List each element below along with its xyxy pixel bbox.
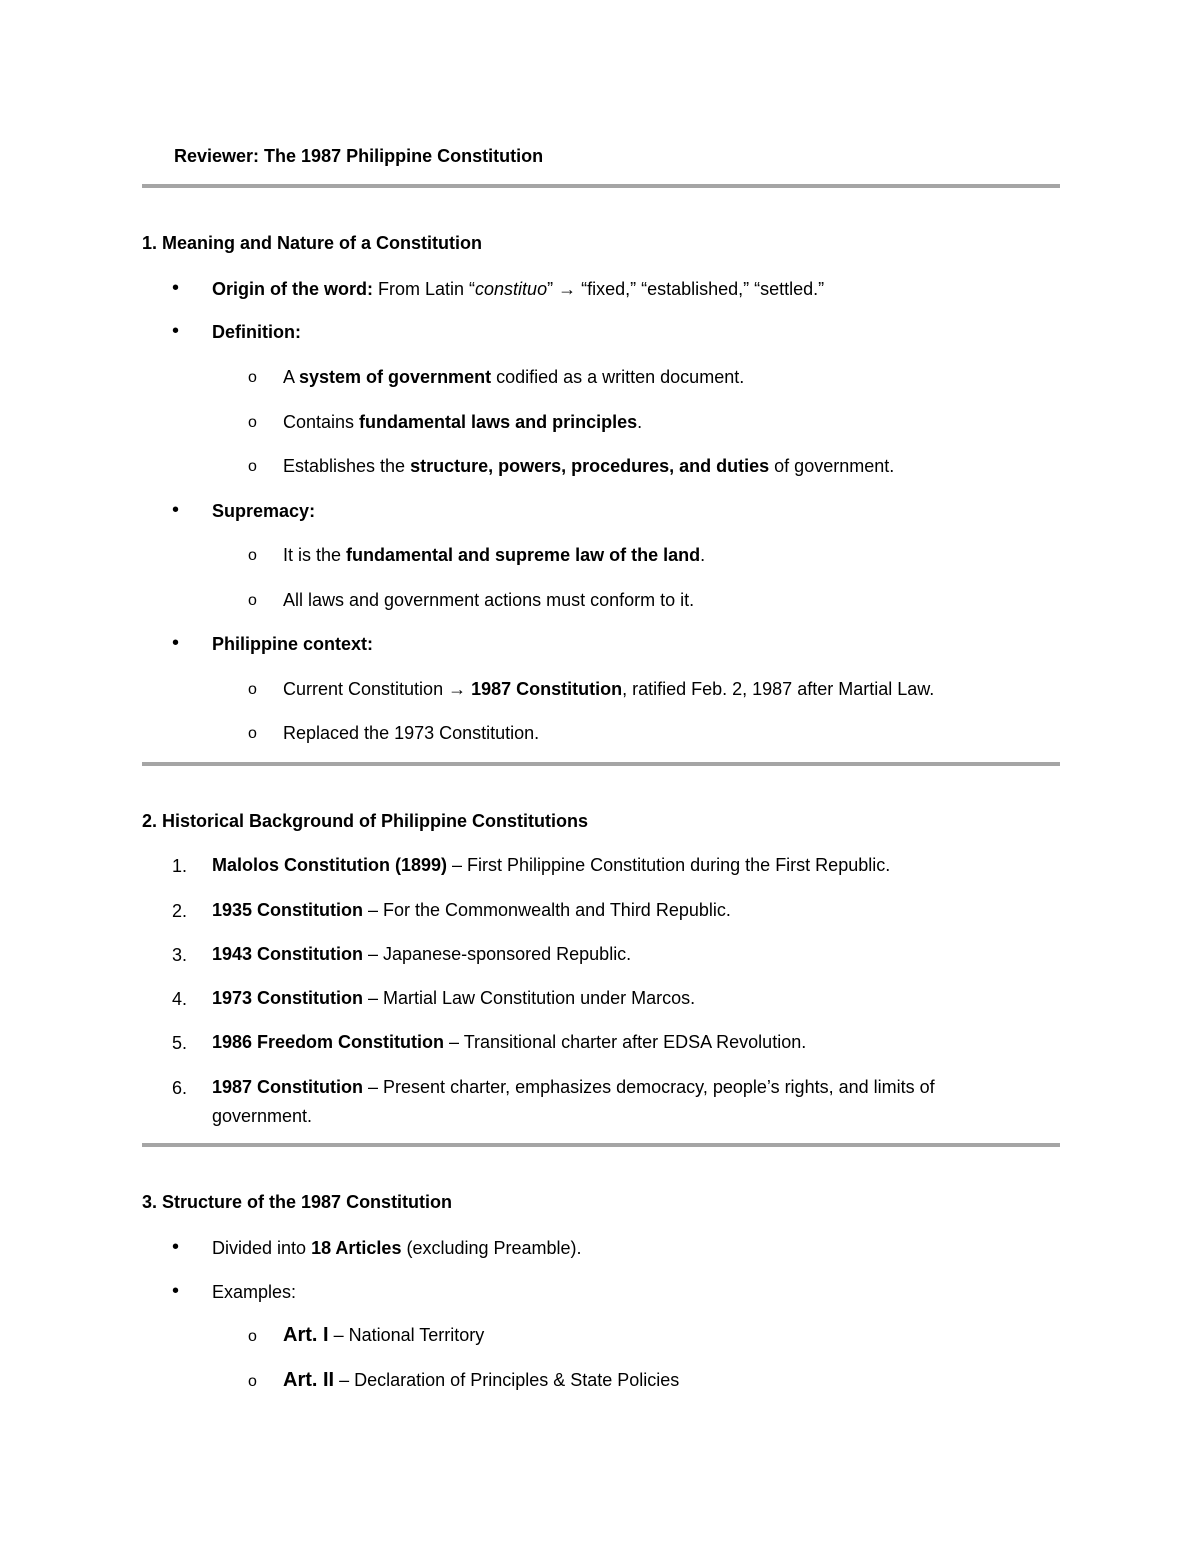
item-text: Contains [283, 412, 360, 432]
definition-line [212, 320, 301, 344]
item-emphasis: fundamental and supreme law of the land [346, 545, 701, 565]
supremacy-item: All laws and government actions must conform to it. [283, 590, 695, 610]
definition-item [283, 365, 744, 389]
definition-item [283, 454, 894, 478]
sub-bullet-icon: o [248, 458, 257, 475]
sub-bullet-icon: o [248, 681, 257, 698]
supremacy-label: Supremacy [212, 501, 310, 521]
article-example [283, 1323, 484, 1347]
sub-bullet-icon: o [248, 1328, 257, 1345]
definition-colon: : [295, 322, 301, 342]
section-1-heading: 1. Meaning and Nature of a Constitution [142, 233, 483, 253]
item-emphasis: 1973 Constitution [212, 988, 364, 1008]
sub-bullet-icon: o [248, 369, 257, 386]
item-emphasis: 1943 Constitution [212, 944, 364, 964]
item-text: of government. [769, 456, 895, 476]
context-item [283, 677, 934, 701]
constitution-list-item-continuation: government. [212, 1106, 313, 1126]
horizontal-rule [142, 184, 1060, 188]
horizontal-rule [142, 762, 1060, 766]
item-text: , ratified Feb. 2, 1987 after Martial Law. [622, 679, 935, 699]
definition-label: Definition [212, 322, 295, 342]
bullet-icon: • [172, 499, 180, 521]
supremacy-line [212, 499, 315, 523]
supremacy-colon: : [309, 501, 316, 521]
sub-bullet-icon: o [248, 592, 257, 609]
article-title: – National Territory [328, 1325, 485, 1345]
bullet-icon: • [172, 1280, 180, 1302]
item-text: – Martial Law Constitution under Marcos. [363, 988, 696, 1008]
constitution-list-item [212, 1075, 935, 1099]
item-text: – Present charter, emphasizes democracy, people’s rights, and limits of [363, 1077, 935, 1097]
section-3-heading: 3. Structure of the 1987 Constitution [142, 1192, 453, 1212]
item-text: A [283, 367, 300, 387]
list-number: 2. [172, 901, 188, 921]
item-emphasis: 1986 Freedom Constitution [212, 1032, 445, 1052]
sub-bullet-icon: o [248, 725, 257, 742]
item-text: . [637, 412, 643, 432]
origin-meaning: ” → “fixed,” “established,” “settled.” [547, 279, 825, 299]
origin-line [212, 277, 824, 301]
bullet-icon: • [172, 1236, 180, 1258]
item-text: – Japanese-sponsored Republic. [363, 944, 632, 964]
origin-text: From Latin “ [373, 279, 476, 299]
origin-label: Origin of the word [212, 279, 367, 299]
constitution-list-item [212, 1030, 806, 1054]
article-number: Art. II [283, 1369, 335, 1391]
item-emphasis: 18 Articles [311, 1238, 402, 1258]
item-text: – Transitional charter after EDSA Revolution. [444, 1032, 807, 1052]
document-title: Reviewer: The 1987 Philippine Constitution [174, 146, 544, 166]
sub-bullet-icon: o [248, 1373, 257, 1390]
bullet-icon: • [172, 277, 180, 299]
item-emphasis: 1935 Constitution [212, 900, 364, 920]
horizontal-rule [142, 1143, 1060, 1147]
item-text: Establishes the [283, 456, 411, 476]
article-title: – Declaration of Principles & State Policies [334, 1370, 680, 1390]
list-number: 4. [172, 989, 188, 1009]
item-text: It is the [283, 545, 347, 565]
item-text: (excluding Preamble). [401, 1238, 582, 1258]
section-2-heading: 2. Historical Background of Philippine Constitutions [142, 811, 589, 831]
origin-latin-word: constituo [475, 279, 548, 299]
list-number: 5. [172, 1033, 188, 1053]
item-text: – For the Commonwealth and Third Republic. [363, 900, 731, 920]
context-item: Replaced the 1973 Constitution. [283, 723, 540, 743]
list-number: 1. [172, 856, 188, 876]
item-emphasis: Malolos Constitution (1899) [212, 855, 448, 875]
item-text: – First Philippine Constitution during the First Republic. [447, 855, 891, 875]
constitution-list-item [212, 898, 731, 922]
item-emphasis: 1987 Constitution [212, 1077, 364, 1097]
constitution-list-item [212, 986, 695, 1010]
examples-label: Examples: [212, 1282, 297, 1302]
constitution-list-item [212, 853, 890, 877]
item-emphasis: system of government [299, 367, 492, 387]
item-text: Current Constitution → [283, 679, 472, 699]
constitution-list-item [212, 942, 631, 966]
context-label: Philippine context [212, 634, 368, 654]
item-emphasis: 1987 Constitution [471, 679, 623, 699]
articles-count-line [212, 1236, 582, 1260]
origin-colon: : [367, 279, 373, 299]
context-colon: : [367, 634, 374, 654]
bullet-icon: • [172, 320, 180, 342]
article-number: Art. I [283, 1324, 329, 1346]
supremacy-item [283, 543, 705, 567]
item-text: codified as a written document. [491, 367, 745, 387]
definition-item [283, 410, 642, 434]
item-emphasis: structure, powers, procedures, and duties [410, 456, 770, 476]
sub-bullet-icon: o [248, 414, 257, 431]
context-line [212, 632, 373, 656]
sub-bullet-icon: o [248, 547, 257, 564]
item-emphasis: fundamental laws and principles [359, 412, 638, 432]
list-number: 6. [172, 1078, 188, 1098]
item-text: . [700, 545, 706, 565]
list-number: 3. [172, 945, 188, 965]
article-example [283, 1368, 679, 1392]
bullet-icon: • [172, 632, 180, 654]
item-text: Divided into [212, 1238, 312, 1258]
